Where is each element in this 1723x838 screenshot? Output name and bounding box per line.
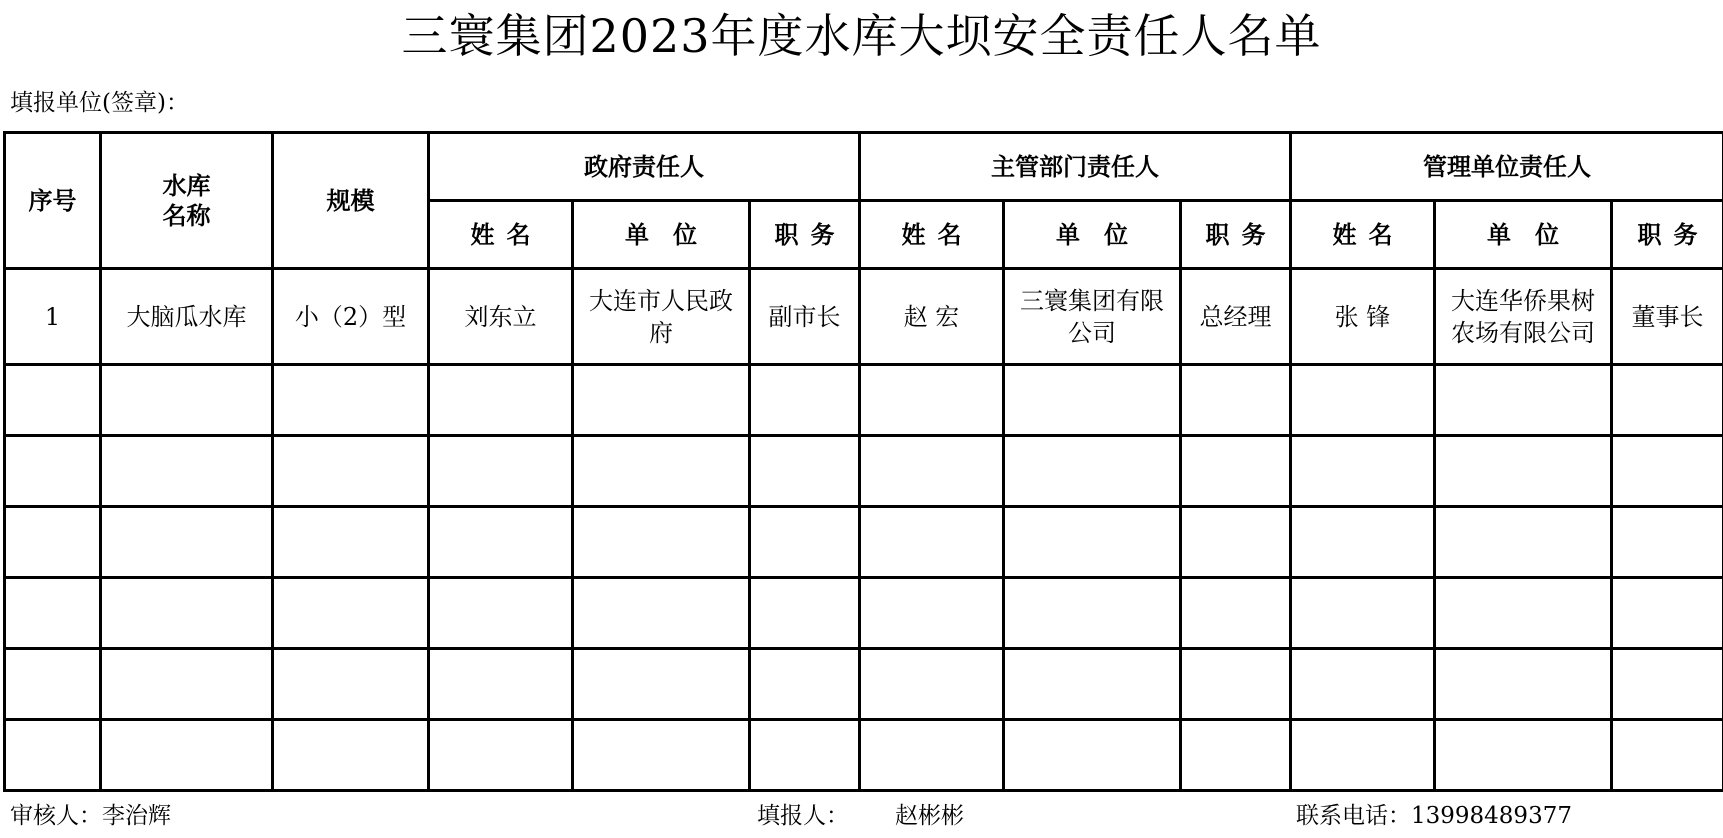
header-mgmt-unit: 单位 (1435, 201, 1612, 269)
empty-cell (429, 578, 573, 649)
empty-cell (1181, 365, 1291, 436)
cell-reservoir: 大脑瓜水库 (101, 269, 273, 365)
empty-cell (429, 436, 573, 507)
empty-cell (1435, 720, 1612, 791)
empty-cell (429, 649, 573, 720)
empty-rows (5, 365, 1723, 791)
empty-cell (1181, 649, 1291, 720)
header-reservoir-name-text: 水库 名称 (162, 171, 211, 230)
responsibility-table (3, 131, 1723, 792)
cell-mgmt-unit: 大连华侨果树农场有限公司 (1435, 269, 1612, 365)
empty-cell (860, 365, 1004, 436)
header-group-government: 政府责任人 (429, 133, 860, 201)
header-gov-unit: 单位 (573, 201, 750, 269)
empty-table-row (5, 365, 1723, 436)
empty-cell (5, 649, 101, 720)
phone-number: 13998489377 (1411, 803, 1572, 829)
filler-name: 赵彬彬 (895, 803, 964, 829)
table-row (5, 269, 1723, 365)
empty-table-row (5, 436, 1723, 507)
empty-cell (101, 720, 273, 791)
empty-cell (1181, 720, 1291, 791)
empty-cell (1004, 365, 1181, 436)
header-reservoir-name (101, 133, 273, 269)
cell-seq: 1 (5, 269, 101, 365)
empty-cell (1435, 436, 1612, 507)
empty-cell (573, 578, 750, 649)
header-seq: 序号 (5, 133, 101, 269)
contact-phone (1296, 801, 1572, 831)
empty-cell (573, 649, 750, 720)
document-title: 三寰集团2023年度水库大坝安全责任人名单 (401, 9, 1322, 63)
empty-cell (573, 507, 750, 578)
empty-cell (273, 578, 429, 649)
empty-cell (1291, 649, 1435, 720)
empty-cell (1004, 507, 1181, 578)
empty-cell (750, 578, 860, 649)
empty-cell (1291, 720, 1435, 791)
reviewer (10, 801, 171, 831)
empty-cell (429, 720, 573, 791)
empty-table-row (5, 507, 1723, 578)
empty-cell (573, 365, 750, 436)
empty-cell (860, 649, 1004, 720)
phone-label: 联系电话： (1296, 803, 1411, 829)
cell-gov-unit: 大连市人民政府 (573, 269, 750, 365)
cell-scale: 小（2）型 (273, 269, 429, 365)
filler (757, 801, 964, 831)
empty-cell (1612, 720, 1723, 791)
cell-mgmt-position: 董事长 (1612, 269, 1723, 365)
header-dept-name: 姓名 (860, 201, 1004, 269)
empty-cell (101, 365, 273, 436)
empty-cell (273, 365, 429, 436)
empty-cell (273, 436, 429, 507)
cell-gov-position: 副市长 (750, 269, 860, 365)
empty-cell (1004, 578, 1181, 649)
empty-cell (1612, 649, 1723, 720)
reviewer-name: 李治辉 (102, 803, 171, 829)
reviewer-label: 审核人： (10, 803, 102, 829)
empty-cell (101, 649, 273, 720)
empty-cell (273, 507, 429, 578)
header-gov-name: 姓名 (429, 201, 573, 269)
empty-cell (1181, 578, 1291, 649)
empty-cell (860, 507, 1004, 578)
empty-cell (1612, 436, 1723, 507)
cell-dept-name: 赵 宏 (860, 269, 1004, 365)
empty-cell (5, 436, 101, 507)
empty-cell (5, 720, 101, 791)
header-scale: 规模 (273, 133, 429, 269)
empty-cell (1435, 578, 1612, 649)
empty-cell (750, 649, 860, 720)
empty-cell (860, 436, 1004, 507)
header-row-groups (5, 133, 1723, 201)
empty-cell (860, 578, 1004, 649)
cell-dept-position: 总经理 (1181, 269, 1291, 365)
empty-cell (5, 578, 101, 649)
empty-cell (1291, 507, 1435, 578)
empty-cell (1291, 578, 1435, 649)
empty-table-row (5, 649, 1723, 720)
header-dept-position: 职务 (1181, 201, 1291, 269)
empty-cell (1004, 436, 1181, 507)
empty-cell (1612, 365, 1723, 436)
empty-cell (101, 436, 273, 507)
header-dept-unit: 单位 (1004, 201, 1181, 269)
empty-cell (1004, 720, 1181, 791)
empty-cell (750, 507, 860, 578)
empty-cell (750, 436, 860, 507)
empty-cell (573, 720, 750, 791)
empty-cell (273, 649, 429, 720)
empty-cell (1435, 507, 1612, 578)
empty-cell (860, 720, 1004, 791)
empty-cell (750, 720, 860, 791)
empty-cell (750, 365, 860, 436)
empty-cell (429, 507, 573, 578)
filler-unit-label: 填报单位(签章)： (10, 90, 189, 116)
empty-table-row (5, 578, 1723, 649)
header-gov-position: 职务 (750, 201, 860, 269)
empty-cell (1612, 578, 1723, 649)
header-mgmt-name: 姓名 (1291, 201, 1435, 269)
empty-cell (5, 365, 101, 436)
empty-table-row (5, 720, 1723, 791)
empty-cell (101, 578, 273, 649)
cell-mgmt-name: 张 锋 (1291, 269, 1435, 365)
empty-cell (101, 507, 273, 578)
empty-cell (273, 720, 429, 791)
empty-cell (573, 436, 750, 507)
cell-dept-unit: 三寰集团有限公司 (1004, 269, 1181, 365)
empty-cell (1435, 649, 1612, 720)
empty-cell (5, 507, 101, 578)
empty-cell (429, 365, 573, 436)
empty-cell (1181, 507, 1291, 578)
filler-label: 填报人： (757, 803, 849, 829)
header-mgmt-position: 职务 (1612, 201, 1723, 269)
empty-cell (1291, 365, 1435, 436)
empty-cell (1004, 649, 1181, 720)
empty-cell (1181, 436, 1291, 507)
empty-cell (1612, 507, 1723, 578)
header-group-department: 主管部门责任人 (860, 133, 1291, 201)
cell-gov-name: 刘东立 (429, 269, 573, 365)
empty-cell (1435, 365, 1612, 436)
header-group-management: 管理单位责任人 (1291, 133, 1723, 201)
empty-cell (1291, 436, 1435, 507)
